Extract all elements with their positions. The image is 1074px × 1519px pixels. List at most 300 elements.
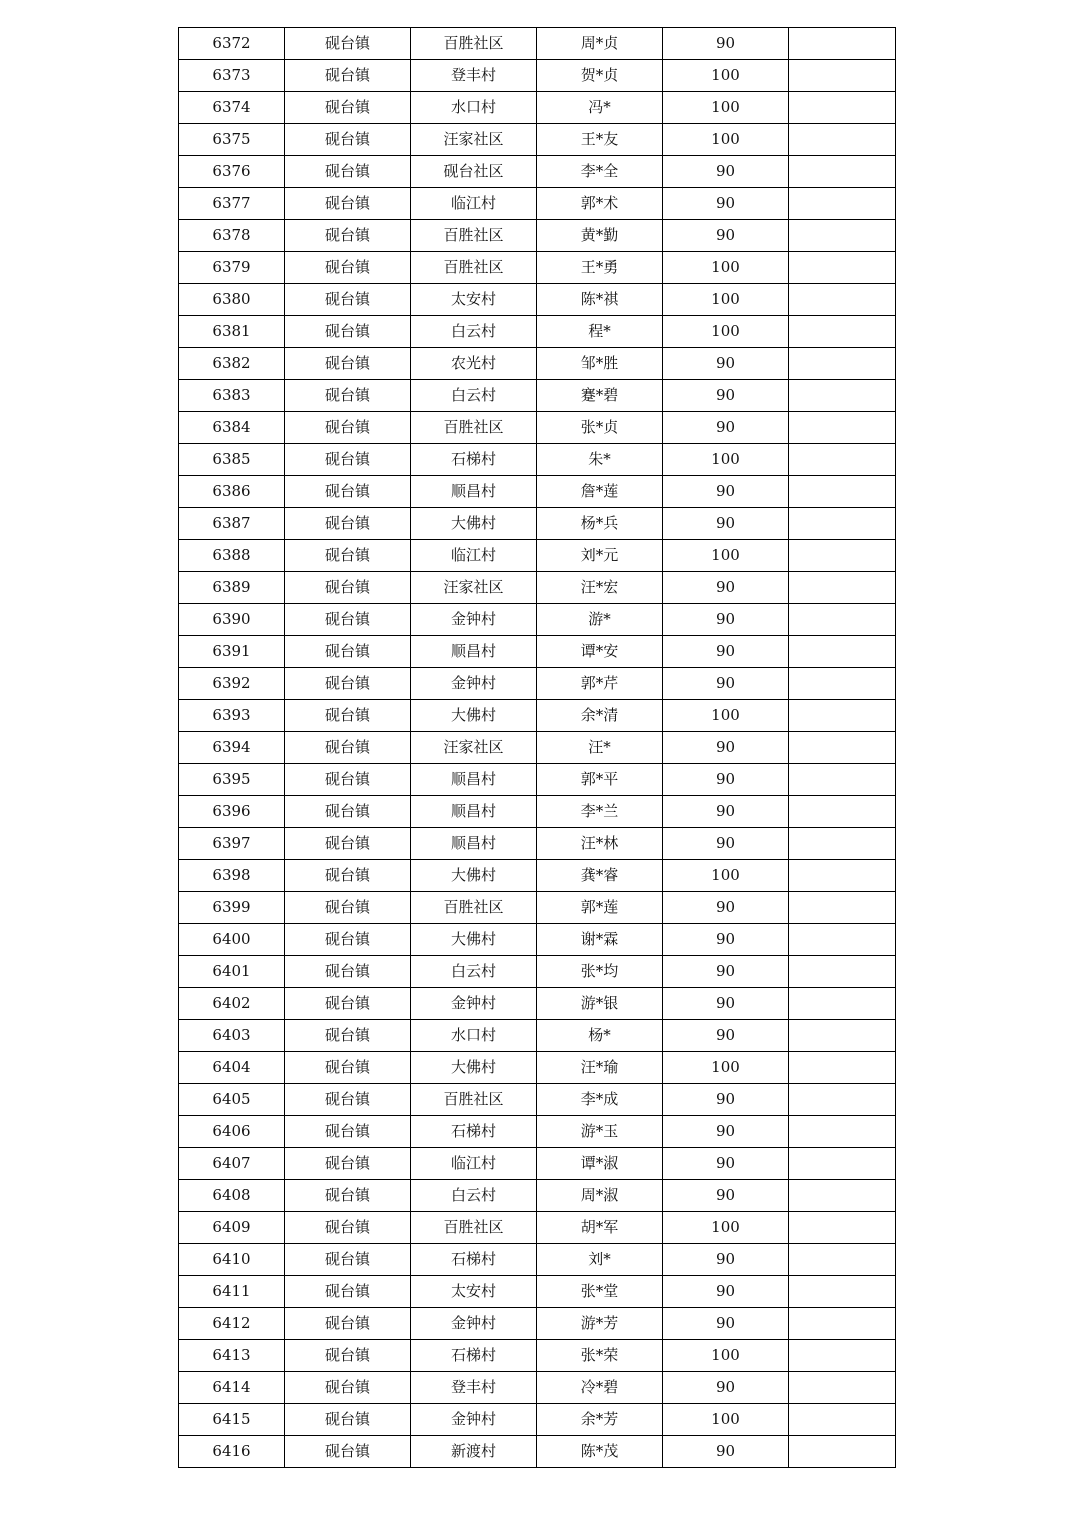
cell-village: 大佛村 [411, 1052, 537, 1084]
cell-town: 砚台镇 [285, 828, 411, 860]
cell-name: 陈*祺 [537, 284, 663, 316]
cell-amount: 90 [663, 28, 789, 60]
cell-note [789, 1244, 896, 1276]
cell-name: 周*贞 [537, 28, 663, 60]
table-row [179, 1116, 896, 1148]
table-row [179, 220, 896, 252]
cell-village: 百胜社区 [411, 252, 537, 284]
cell-note [789, 1276, 896, 1308]
cell-note [789, 60, 896, 92]
cell-amount: 90 [663, 348, 789, 380]
cell-amount: 90 [663, 1436, 789, 1468]
cell-village: 顺昌村 [411, 828, 537, 860]
cell-village: 水口村 [411, 1020, 537, 1052]
cell-town: 砚台镇 [285, 1404, 411, 1436]
cell-village: 太安村 [411, 1276, 537, 1308]
table-row [179, 732, 896, 764]
cell-name: 李*全 [537, 156, 663, 188]
cell-village: 金钟村 [411, 604, 537, 636]
cell-village: 登丰村 [411, 60, 537, 92]
cell-amount: 90 [663, 956, 789, 988]
cell-town: 砚台镇 [285, 1436, 411, 1468]
cell-amount: 100 [663, 92, 789, 124]
cell-note [789, 316, 896, 348]
cell-town: 砚台镇 [285, 1276, 411, 1308]
cell-name: 张*均 [537, 956, 663, 988]
cell-town: 砚台镇 [285, 1084, 411, 1116]
cell-name: 谢*霖 [537, 924, 663, 956]
cell-serial-number: 6390 [179, 604, 285, 636]
cell-town: 砚台镇 [285, 1340, 411, 1372]
cell-amount: 90 [663, 1180, 789, 1212]
cell-name: 汪*瑜 [537, 1052, 663, 1084]
cell-name: 余*芳 [537, 1404, 663, 1436]
cell-amount: 90 [663, 988, 789, 1020]
cell-serial-number: 6391 [179, 636, 285, 668]
table-row [179, 828, 896, 860]
cell-town: 砚台镇 [285, 1180, 411, 1212]
cell-village: 农光村 [411, 348, 537, 380]
table-row [179, 284, 896, 316]
cell-village: 大佛村 [411, 508, 537, 540]
cell-serial-number: 6384 [179, 412, 285, 444]
cell-amount: 100 [663, 252, 789, 284]
cell-name: 杨* [537, 1020, 663, 1052]
cell-serial-number: 6397 [179, 828, 285, 860]
cell-serial-number: 6387 [179, 508, 285, 540]
cell-serial-number: 6409 [179, 1212, 285, 1244]
table-row [179, 412, 896, 444]
table-row [179, 572, 896, 604]
cell-amount: 90 [663, 604, 789, 636]
cell-name: 李*兰 [537, 796, 663, 828]
cell-village: 金钟村 [411, 1308, 537, 1340]
cell-serial-number: 6393 [179, 700, 285, 732]
cell-serial-number: 6396 [179, 796, 285, 828]
cell-note [789, 1020, 896, 1052]
cell-note [789, 124, 896, 156]
table-row [179, 636, 896, 668]
cell-serial-number: 6380 [179, 284, 285, 316]
cell-name: 邹*胜 [537, 348, 663, 380]
cell-town: 砚台镇 [285, 860, 411, 892]
cell-town: 砚台镇 [285, 604, 411, 636]
table-row [179, 380, 896, 412]
cell-village: 大佛村 [411, 700, 537, 732]
table-row [179, 188, 896, 220]
cell-town: 砚台镇 [285, 1020, 411, 1052]
cell-amount: 90 [663, 220, 789, 252]
cell-village: 百胜社区 [411, 892, 537, 924]
cell-amount: 90 [663, 1148, 789, 1180]
cell-serial-number: 6401 [179, 956, 285, 988]
table-row [179, 444, 896, 476]
cell-amount: 90 [663, 1372, 789, 1404]
cell-note [789, 284, 896, 316]
cell-name: 刘* [537, 1244, 663, 1276]
cell-name: 蹇*碧 [537, 380, 663, 412]
cell-note [789, 988, 896, 1020]
table-row [179, 348, 896, 380]
cell-name: 汪*林 [537, 828, 663, 860]
cell-town: 砚台镇 [285, 284, 411, 316]
cell-serial-number: 6381 [179, 316, 285, 348]
cell-town: 砚台镇 [285, 124, 411, 156]
cell-town: 砚台镇 [285, 156, 411, 188]
cell-town: 砚台镇 [285, 668, 411, 700]
cell-village: 临江村 [411, 1148, 537, 1180]
cell-amount: 100 [663, 60, 789, 92]
cell-amount: 90 [663, 380, 789, 412]
cell-serial-number: 6388 [179, 540, 285, 572]
cell-town: 砚台镇 [285, 700, 411, 732]
cell-village: 顺昌村 [411, 796, 537, 828]
cell-serial-number: 6395 [179, 764, 285, 796]
cell-town: 砚台镇 [285, 444, 411, 476]
cell-note [789, 1180, 896, 1212]
table-row [179, 1052, 896, 1084]
cell-village: 白云村 [411, 316, 537, 348]
cell-note [789, 252, 896, 284]
cell-serial-number: 6378 [179, 220, 285, 252]
cell-note [789, 1372, 896, 1404]
cell-note [789, 92, 896, 124]
cell-amount: 90 [663, 1084, 789, 1116]
cell-town: 砚台镇 [285, 1372, 411, 1404]
cell-name: 郭*芹 [537, 668, 663, 700]
cell-note [789, 700, 896, 732]
cell-amount: 90 [663, 796, 789, 828]
cell-note [789, 572, 896, 604]
cell-name: 贺*贞 [537, 60, 663, 92]
cell-note [789, 668, 896, 700]
cell-note [789, 1340, 896, 1372]
cell-town: 砚台镇 [285, 380, 411, 412]
cell-note [789, 828, 896, 860]
cell-note [789, 636, 896, 668]
cell-village: 百胜社区 [411, 1084, 537, 1116]
table-row [179, 668, 896, 700]
table-row [179, 1180, 896, 1212]
cell-serial-number: 6414 [179, 1372, 285, 1404]
cell-village: 石梯村 [411, 1244, 537, 1276]
cell-amount: 90 [663, 924, 789, 956]
cell-town: 砚台镇 [285, 28, 411, 60]
cell-serial-number: 6374 [179, 92, 285, 124]
table-row [179, 604, 896, 636]
cell-amount: 100 [663, 1340, 789, 1372]
cell-amount: 90 [663, 828, 789, 860]
table-row [179, 476, 896, 508]
cell-amount: 90 [663, 636, 789, 668]
cell-serial-number: 6412 [179, 1308, 285, 1340]
table-row [179, 1436, 896, 1468]
cell-town: 砚台镇 [285, 572, 411, 604]
cell-town: 砚台镇 [285, 252, 411, 284]
cell-village: 临江村 [411, 540, 537, 572]
cell-town: 砚台镇 [285, 796, 411, 828]
table-row [179, 1372, 896, 1404]
cell-serial-number: 6394 [179, 732, 285, 764]
cell-village: 石梯村 [411, 1340, 537, 1372]
cell-town: 砚台镇 [285, 412, 411, 444]
table-row [179, 60, 896, 92]
cell-amount: 100 [663, 124, 789, 156]
cell-town: 砚台镇 [285, 1052, 411, 1084]
cell-serial-number: 6376 [179, 156, 285, 188]
cell-town: 砚台镇 [285, 1244, 411, 1276]
cell-village: 大佛村 [411, 860, 537, 892]
cell-town: 砚台镇 [285, 92, 411, 124]
cell-note [789, 28, 896, 60]
cell-serial-number: 6407 [179, 1148, 285, 1180]
cell-amount: 90 [663, 892, 789, 924]
cell-serial-number: 6402 [179, 988, 285, 1020]
table-row [179, 156, 896, 188]
cell-note [789, 1212, 896, 1244]
cell-serial-number: 6405 [179, 1084, 285, 1116]
cell-name: 游*芳 [537, 1308, 663, 1340]
cell-town: 砚台镇 [285, 732, 411, 764]
cell-serial-number: 6372 [179, 28, 285, 60]
table-row [179, 924, 896, 956]
cell-serial-number: 6385 [179, 444, 285, 476]
cell-town: 砚台镇 [285, 1116, 411, 1148]
cell-town: 砚台镇 [285, 188, 411, 220]
table-row [179, 764, 896, 796]
cell-village: 汪家社区 [411, 732, 537, 764]
cell-town: 砚台镇 [285, 476, 411, 508]
cell-name: 周*淑 [537, 1180, 663, 1212]
table-row [179, 1308, 896, 1340]
cell-village: 金钟村 [411, 988, 537, 1020]
cell-town: 砚台镇 [285, 540, 411, 572]
cell-serial-number: 6415 [179, 1404, 285, 1436]
cell-village: 金钟村 [411, 1404, 537, 1436]
cell-amount: 90 [663, 668, 789, 700]
cell-amount: 100 [663, 540, 789, 572]
cell-village: 临江村 [411, 188, 537, 220]
cell-note [789, 1404, 896, 1436]
cell-note [789, 860, 896, 892]
cell-town: 砚台镇 [285, 1212, 411, 1244]
cell-note [789, 1084, 896, 1116]
table-row [179, 92, 896, 124]
cell-village: 顺昌村 [411, 764, 537, 796]
cell-name: 游* [537, 604, 663, 636]
cell-serial-number: 6398 [179, 860, 285, 892]
cell-serial-number: 6382 [179, 348, 285, 380]
cell-serial-number: 6403 [179, 1020, 285, 1052]
cell-name: 冷*碧 [537, 1372, 663, 1404]
cell-name: 詹*莲 [537, 476, 663, 508]
table-body [179, 28, 896, 1468]
cell-serial-number: 6411 [179, 1276, 285, 1308]
cell-name: 郭*术 [537, 188, 663, 220]
cell-name: 余*清 [537, 700, 663, 732]
cell-serial-number: 6400 [179, 924, 285, 956]
cell-serial-number: 6413 [179, 1340, 285, 1372]
cell-amount: 100 [663, 1212, 789, 1244]
cell-amount: 90 [663, 412, 789, 444]
cell-amount: 90 [663, 1020, 789, 1052]
cell-amount: 90 [663, 1116, 789, 1148]
cell-name: 谭*淑 [537, 1148, 663, 1180]
cell-name: 张*堂 [537, 1276, 663, 1308]
cell-village: 太安村 [411, 284, 537, 316]
table-row [179, 1148, 896, 1180]
cell-note [789, 924, 896, 956]
table-row [179, 1340, 896, 1372]
cell-village: 白云村 [411, 380, 537, 412]
cell-serial-number: 6392 [179, 668, 285, 700]
cell-name: 汪*宏 [537, 572, 663, 604]
cell-name: 王*勇 [537, 252, 663, 284]
cell-amount: 90 [663, 156, 789, 188]
cell-name: 游*银 [537, 988, 663, 1020]
cell-town: 砚台镇 [285, 348, 411, 380]
cell-serial-number: 6375 [179, 124, 285, 156]
table-row [179, 892, 896, 924]
cell-name: 程* [537, 316, 663, 348]
cell-note [789, 188, 896, 220]
cell-note [789, 156, 896, 188]
cell-village: 石梯村 [411, 1116, 537, 1148]
cell-serial-number: 6379 [179, 252, 285, 284]
cell-serial-number: 6373 [179, 60, 285, 92]
cell-town: 砚台镇 [285, 508, 411, 540]
cell-amount: 100 [663, 700, 789, 732]
table-row [179, 1276, 896, 1308]
cell-note [789, 476, 896, 508]
table-row [179, 1020, 896, 1052]
cell-name: 郭*平 [537, 764, 663, 796]
table-row [179, 124, 896, 156]
cell-village: 白云村 [411, 956, 537, 988]
cell-name: 朱* [537, 444, 663, 476]
table-row [179, 956, 896, 988]
table-row [179, 1244, 896, 1276]
cell-town: 砚台镇 [285, 764, 411, 796]
cell-note [789, 1308, 896, 1340]
cell-serial-number: 6389 [179, 572, 285, 604]
table-row [179, 860, 896, 892]
cell-town: 砚台镇 [285, 636, 411, 668]
cell-name: 黄*勤 [537, 220, 663, 252]
cell-town: 砚台镇 [285, 60, 411, 92]
cell-note [789, 892, 896, 924]
cell-village: 百胜社区 [411, 28, 537, 60]
cell-village: 新渡村 [411, 1436, 537, 1468]
cell-name: 王*友 [537, 124, 663, 156]
cell-serial-number: 6416 [179, 1436, 285, 1468]
cell-village: 金钟村 [411, 668, 537, 700]
table-row [179, 1212, 896, 1244]
cell-note [789, 220, 896, 252]
cell-note [789, 796, 896, 828]
table-row [179, 1084, 896, 1116]
cell-name: 刘*元 [537, 540, 663, 572]
cell-name: 郭*莲 [537, 892, 663, 924]
cell-village: 顺昌村 [411, 636, 537, 668]
cell-village: 石梯村 [411, 444, 537, 476]
cell-serial-number: 6377 [179, 188, 285, 220]
cell-note [789, 380, 896, 412]
table-row [179, 508, 896, 540]
cell-amount: 90 [663, 572, 789, 604]
cell-town: 砚台镇 [285, 988, 411, 1020]
cell-note [789, 348, 896, 380]
cell-village: 白云村 [411, 1180, 537, 1212]
cell-amount: 90 [663, 1276, 789, 1308]
cell-serial-number: 6408 [179, 1180, 285, 1212]
table-row [179, 700, 896, 732]
table-row [179, 1404, 896, 1436]
cell-serial-number: 6406 [179, 1116, 285, 1148]
cell-amount: 90 [663, 188, 789, 220]
cell-village: 百胜社区 [411, 412, 537, 444]
cell-note [789, 1148, 896, 1180]
cell-amount: 100 [663, 316, 789, 348]
cell-name: 龚*睿 [537, 860, 663, 892]
cell-name: 谭*安 [537, 636, 663, 668]
cell-note [789, 732, 896, 764]
cell-note [789, 540, 896, 572]
cell-name: 汪* [537, 732, 663, 764]
cell-serial-number: 6383 [179, 380, 285, 412]
cell-village: 大佛村 [411, 924, 537, 956]
subsidy-table [178, 27, 896, 1468]
table-row [179, 796, 896, 828]
cell-town: 砚台镇 [285, 892, 411, 924]
cell-name: 游*玉 [537, 1116, 663, 1148]
cell-village: 水口村 [411, 92, 537, 124]
cell-amount: 90 [663, 476, 789, 508]
cell-town: 砚台镇 [285, 1308, 411, 1340]
cell-village: 百胜社区 [411, 220, 537, 252]
cell-note [789, 604, 896, 636]
cell-village: 汪家社区 [411, 124, 537, 156]
cell-amount: 100 [663, 284, 789, 316]
cell-note [789, 508, 896, 540]
cell-name: 陈*茂 [537, 1436, 663, 1468]
cell-amount: 90 [663, 1244, 789, 1276]
cell-amount: 90 [663, 1308, 789, 1340]
table-row [179, 316, 896, 348]
cell-amount: 100 [663, 444, 789, 476]
cell-village: 顺昌村 [411, 476, 537, 508]
cell-amount: 100 [663, 860, 789, 892]
cell-serial-number: 6410 [179, 1244, 285, 1276]
cell-name: 张*荣 [537, 1340, 663, 1372]
cell-note [789, 1436, 896, 1468]
cell-town: 砚台镇 [285, 316, 411, 348]
cell-serial-number: 6404 [179, 1052, 285, 1084]
cell-town: 砚台镇 [285, 220, 411, 252]
cell-name: 冯* [537, 92, 663, 124]
cell-name: 胡*军 [537, 1212, 663, 1244]
table-row [179, 988, 896, 1020]
cell-amount: 100 [663, 1052, 789, 1084]
cell-name: 张*贞 [537, 412, 663, 444]
cell-amount: 90 [663, 764, 789, 796]
cell-amount: 90 [663, 508, 789, 540]
cell-name: 杨*兵 [537, 508, 663, 540]
cell-amount: 100 [663, 1404, 789, 1436]
cell-serial-number: 6386 [179, 476, 285, 508]
table-row [179, 252, 896, 284]
cell-note [789, 956, 896, 988]
